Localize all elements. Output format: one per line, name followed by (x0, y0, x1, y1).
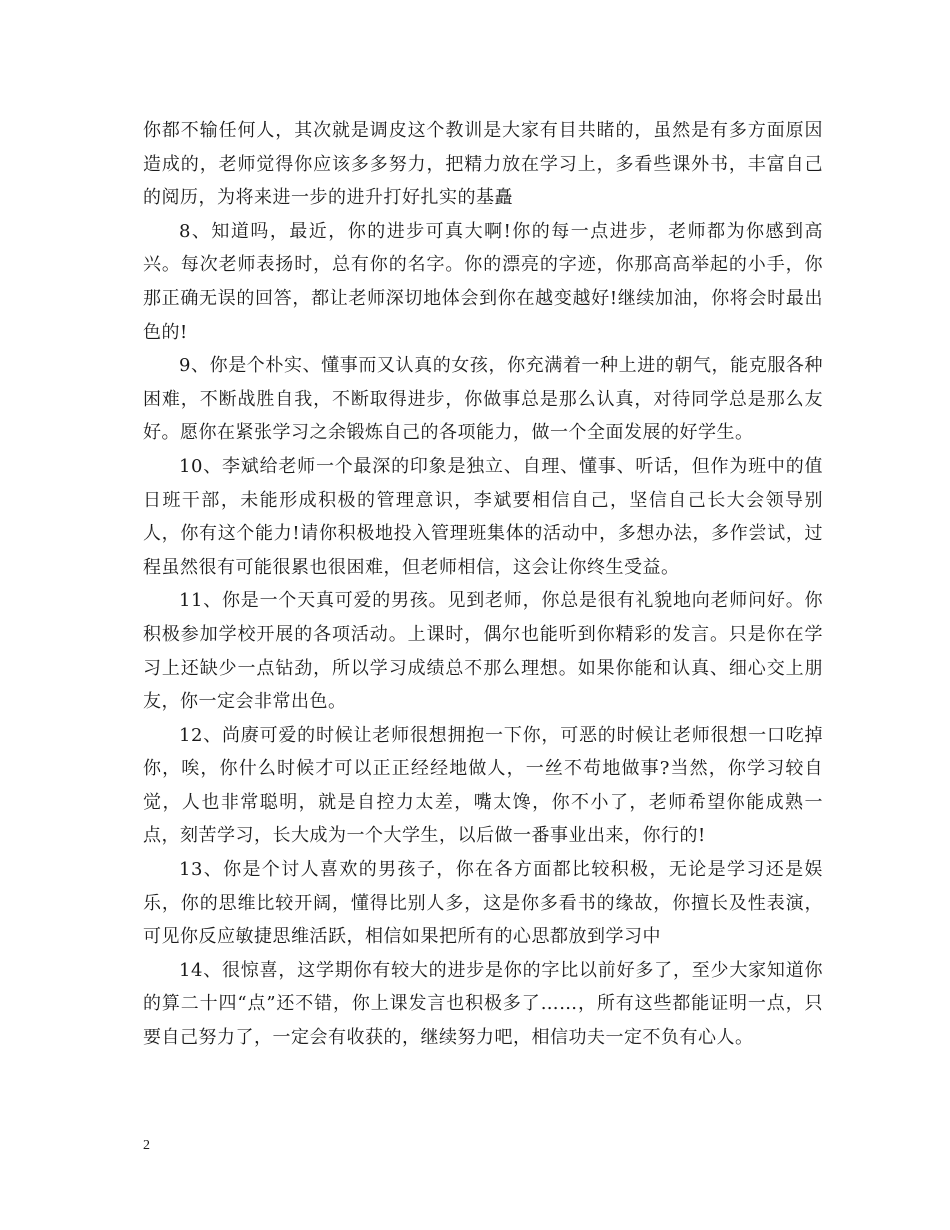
document-body (143, 114, 823, 1055)
paragraph-comment-13: 13、你是个讨人喜欢的男孩子，你在各方面都比较积极，无论是学习还是娱乐，你的思维比较开阔，懂得比别人多，这是你多看书的缘故，你擅长及性表演，可见你反应敏捷思维活跃，相信如果把所有的心思都放到学习中 (143, 859, 823, 948)
page-number: 2 (143, 1138, 150, 1153)
paragraph-comment-12: 12、尚赓可爱的时候让老师很想拥抱一下你，可恶的时候让老师很想一口吃掉你，唉，你什么时候才可以正正经经地做人，一丝不苟地做事?当然，你学习较自觉，人也非常聪明，就是自控力太差，嘴太馋，你不小了，老师希望你能成熟一点，刻苦学习，长大成为一个大学生，以后做一番事业出来，你行的! (143, 724, 823, 847)
paragraph-comment-8: 8、知道吗，最近，你的进步可真大啊!你的每一点进步，老师都为你感到高兴。每次老师表扬时，总有你的名字。你的漂亮的字迹，你那高高举起的小手，你那正确无误的回答，都让老师深切地体会到你在越变越好!继续加油，你将会时最出色的! (143, 220, 823, 343)
paragraph-comment-10: 10、李斌给老师一个最深的印象是独立、自理、懂事、听话，但作为班中的值日班干部，未能形成积极的管理意识，李斌要相信自己，坚信自己长大会领导别人，你有这个能力!请你积极地投入管理班集体的活动中，多想办法，多作尝试，过程虽然很有可能很累也很困难，但老师相信，这会让你终生受益。 (143, 455, 823, 578)
paragraph-comment-9: 9、你是个朴实、懂事而又认真的女孩，你充满着一种上进的朝气，能克服各种困难，不断战胜自我，不断取得进步，你做事总是那么认真，对待同学总是那么友好。愿你在紧张学习之余锻炼自己的各项能力，做一个全面发展的好学生。 (143, 355, 823, 444)
paragraph-continuation: 你都不输任何人，其次就是调皮这个教训是大家有目共睹的，虽然是有多方面原因造成的，老师觉得你应该多多努力，把精力放在学习上，多看些课外书，丰富自己的阅历，为将来进一步的进升打好扎实的基矗 (143, 120, 823, 209)
paragraph-comment-14: 14、很惊喜，这学期你有较大的进步是你的字比以前好多了，至少大家知道你的算二十四“点”还不错，你上课发言也积极多了……，所有这些都能证明一点，只要自己努力了，一定会有收获的，继续努力吧，相信功夫一定不负有心人。 (143, 959, 823, 1049)
paragraph-comment-11: 11、你是一个天真可爱的男孩。见到老师，你总是很有礼貌地向老师问好。你积极参加学校开展的各项活动。上课时，偶尔也能听到你精彩的发言。只是你在学习上还缺少一点钻劲，所以学习成绩总不那么理想。如果你能和认真、细心交上朋友，你一定会非常出色。 (143, 590, 823, 713)
